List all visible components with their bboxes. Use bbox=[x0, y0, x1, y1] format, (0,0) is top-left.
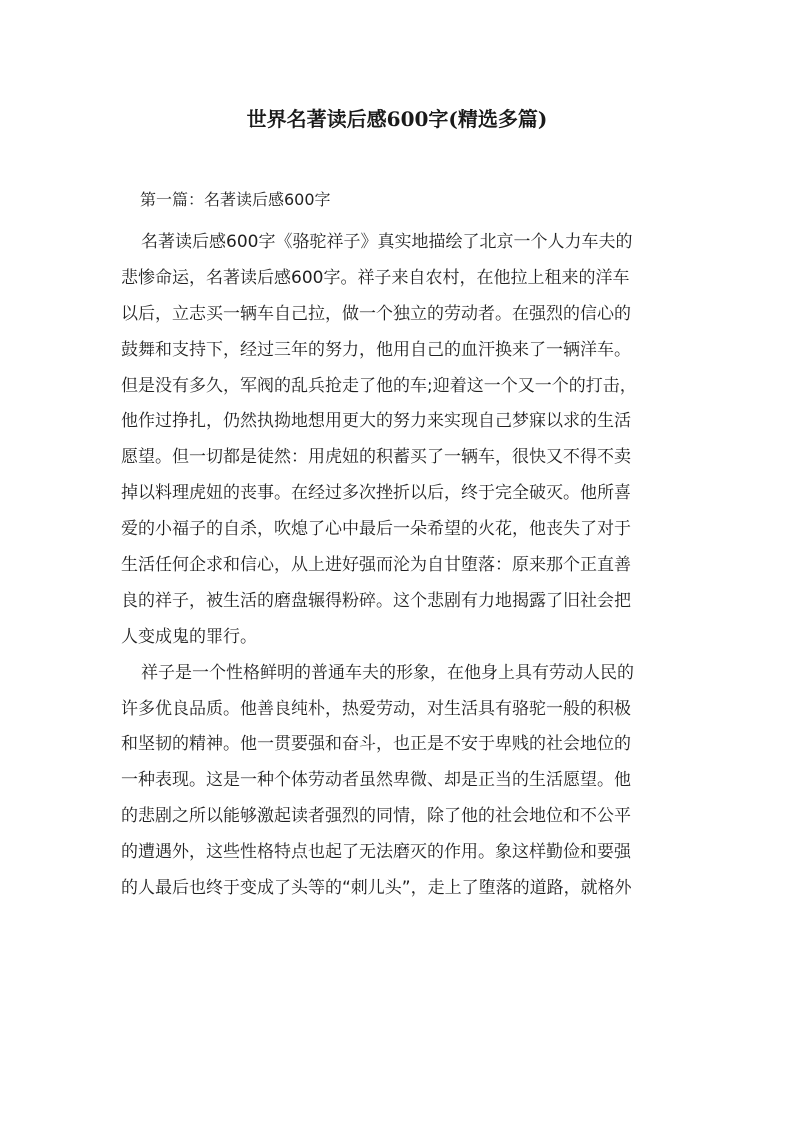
text-line: 和坚韧的精神。他一贯要强和奋斗，也正是不安于卑贱的社会地位的 bbox=[121, 734, 631, 755]
text-line: 悲惨命运，名著读后感600字。祥子来自农村，在他拉上租来的洋车 bbox=[121, 267, 630, 288]
document-title: 世界名著读后感600字(精选多篇) bbox=[246, 107, 548, 131]
text-line: 以后，立志买一辆车自己拉，做一个独立的劳动者。在强烈的信心的 bbox=[121, 303, 631, 324]
text-line: 人变成鬼的罪行。 bbox=[121, 626, 257, 647]
section-heading: 第一篇：名著读后感600字 bbox=[140, 190, 331, 209]
body-text bbox=[121, 225, 681, 907]
text-line: 的人最后也终于变成了头等的“刺儿头”，走上了堕落的道路，就格外 bbox=[121, 878, 632, 899]
text-line: 名著读后感600字《骆驼祥子》真实地描绘了北京一个人力车夫的 bbox=[141, 232, 633, 252]
text-line: 一种表现。这是一种个体劳动者虽然卑微、却是正当的生活愿望。他 bbox=[121, 770, 631, 791]
text-line: 许多优良品质。他善良纯朴，热爱劳动，对生活具有骆驼一般的积极 bbox=[121, 698, 631, 719]
text-line: 愿望。但一切都是徒然：用虎妞的积蓄买了一辆车，很快又不得不卖 bbox=[121, 447, 631, 468]
text-line: 的悲剧之所以能够激起读者强烈的同情，除了他的社会地位和不公平 bbox=[121, 806, 631, 827]
text-line: 掉以料理虎妞的丧事。在经过多次挫折以后，终于完全破灭。他所喜 bbox=[121, 483, 631, 504]
text-line: 良的祥子，被生活的磨盘辗得粉碎。这个悲剧有力地揭露了旧社会把 bbox=[121, 590, 631, 611]
text-line: 的遭遇外，这些性格特点也起了无法磨灭的作用。象这样勤俭和要强 bbox=[121, 842, 631, 863]
text-line: 爱的小福子的自杀，吹熄了心中最后一朵希望的火花，他丧失了对于 bbox=[121, 519, 631, 540]
text-line: 鼓舞和支持下，经过三年的努力，他用自己的血汗换来了一辆洋车。 bbox=[121, 339, 631, 360]
text-line: 生活任何企求和信心，从上进好强而沦为自甘堕落：原来那个正直善 bbox=[121, 555, 631, 576]
text-line: 他作过挣扎，仍然执拗地想用更大的努力来实现自己梦寐以求的生活 bbox=[121, 411, 631, 432]
text-line: 祥子是一个性格鲜明的普通车夫的形象，在他身上具有劳动人民的 bbox=[141, 662, 634, 683]
text-line: 但是没有多久，军阀的乱兵抢走了他的车;迎着这一个又一个的打击， bbox=[121, 375, 637, 396]
